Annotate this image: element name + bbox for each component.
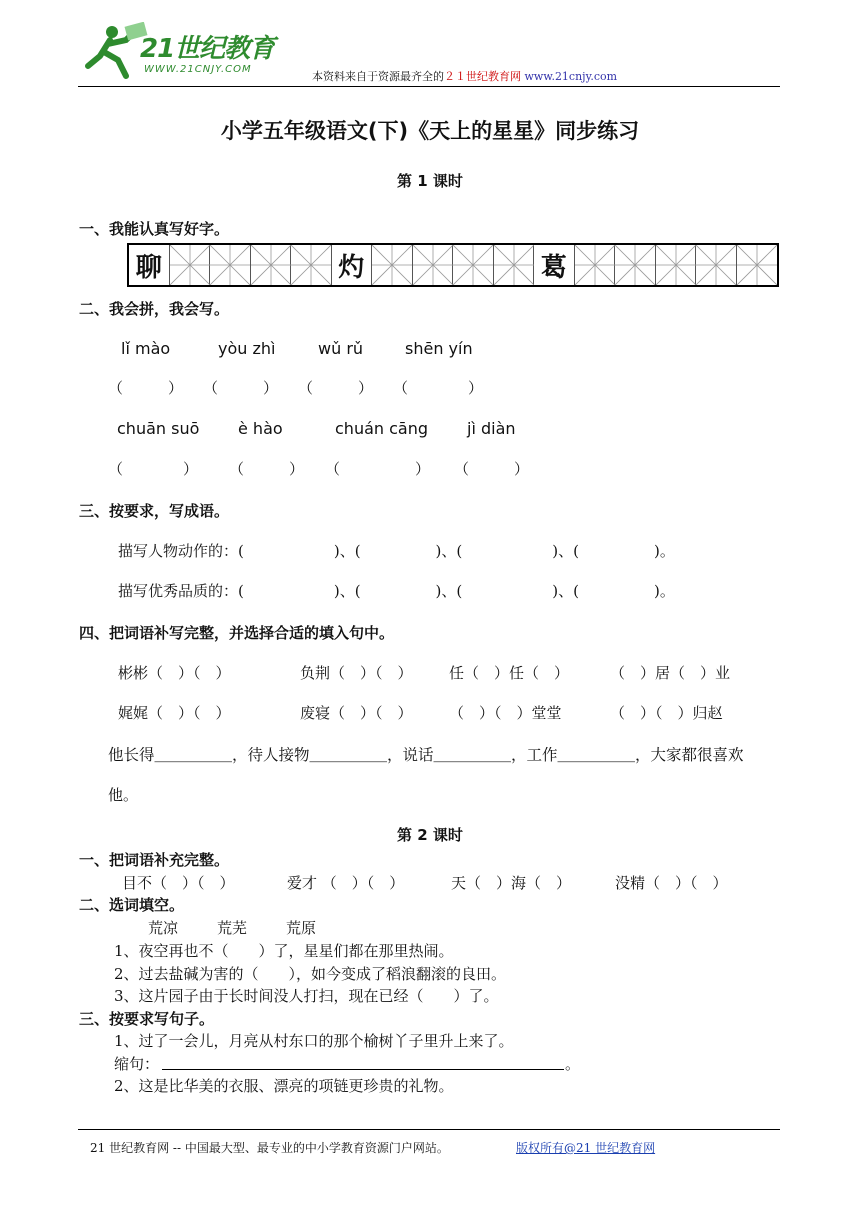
word-complete[interactable]: 没精（ ）（ ） <box>615 874 728 892</box>
word-complete[interactable]: 爱才 （ ）（ ） <box>287 874 405 892</box>
writing-cell[interactable] <box>696 245 737 285</box>
writing-cell[interactable] <box>534 245 575 285</box>
word-complete[interactable]: 天（ ）海（ ） <box>451 874 572 892</box>
answer-blank[interactable]: （ ） <box>325 460 431 478</box>
logo-text: 21世纪教育 <box>140 34 275 64</box>
word-fill[interactable]: 废寝（ ）（ ） <box>300 704 413 722</box>
lesson1-heading: 第 1 课时 <box>397 172 463 190</box>
model-character: 聊 <box>135 252 162 283</box>
l1-section4-title: 四、把词语补写完整，并选择合适的填入句中。 <box>79 624 395 642</box>
word-complete[interactable]: 目不（ ）（ ） <box>122 874 235 892</box>
writing-cell[interactable] <box>615 245 656 285</box>
answer-blank[interactable]: （ ） <box>108 379 184 397</box>
cell-guide-lines <box>291 245 331 285</box>
writing-cell[interactable] <box>251 245 292 285</box>
pinyin-6: è hào <box>238 419 283 438</box>
cell-guide-lines <box>210 245 250 285</box>
writing-cell[interactable] <box>291 245 332 285</box>
choice-question-3[interactable]: 3、这片园子由于长时间没人打扫，现在已经（ ）了。 <box>114 987 499 1005</box>
footer-divider <box>78 1129 780 1130</box>
character-grid <box>127 243 779 287</box>
answer-blank[interactable]: （ ） <box>393 379 484 397</box>
choice-question-2[interactable]: 2、过去盐碱为害的（ ），如今变成了稻浪翻滚的良田。 <box>114 965 507 983</box>
choice-question-1[interactable]: 1、夜空再也不（ ）了，星星们都在那里热闹。 <box>114 942 454 960</box>
l2-section2-title: 二、选词填空。 <box>79 896 185 914</box>
l2-section1-title: 一、把词语补充完整。 <box>79 851 230 869</box>
footer-text: 21 世纪教育网 -- 中国最大型、最专业的中小学教育资源门户网站。 <box>90 1141 449 1155</box>
writing-cell[interactable] <box>170 245 211 285</box>
word-fill[interactable]: 娓娓（ ）（ ） <box>118 704 231 722</box>
answer-blank[interactable]: （ ） <box>454 460 530 478</box>
word-fill[interactable]: （ ）（ ）归赵 <box>610 704 723 722</box>
answer-blank[interactable]: （ ） <box>298 379 374 397</box>
word-fill[interactable]: （ ）（ ）堂堂 <box>449 704 562 722</box>
cell-guide-lines <box>170 245 210 285</box>
answer-blank[interactable]: （ ） <box>229 460 305 478</box>
shorten-answer-line[interactable] <box>162 1069 564 1070</box>
writing-cell[interactable] <box>372 245 413 285</box>
writing-cell[interactable] <box>494 245 535 285</box>
cell-guide-lines <box>494 245 534 285</box>
cell-guide-lines <box>656 245 696 285</box>
pinyin-4: shēn yín <box>405 339 473 358</box>
writing-cell[interactable] <box>575 245 616 285</box>
writing-cell[interactable] <box>737 245 778 285</box>
answer-blank[interactable]: （ ） <box>108 460 199 478</box>
idiom-line-quality[interactable]: 描写优秀品质的：( )、( )、( )、( )。 <box>118 582 675 600</box>
page-title: 小学五年级语文(下)《天上的星星》同步练习 <box>220 119 640 143</box>
writing-cell[interactable] <box>129 245 170 285</box>
cell-guide-lines <box>696 245 736 285</box>
logo-url: WWW.21CNJY.COM <box>144 64 252 75</box>
word-fill[interactable]: （ ）居（ ）业 <box>610 664 731 682</box>
cell-guide-lines <box>413 245 453 285</box>
shorten-label: 缩句： <box>114 1055 160 1073</box>
pinyin-7: chuán cāng <box>335 419 429 438</box>
cell-guide-lines <box>251 245 291 285</box>
fill-sentence-end: 他。 <box>108 786 139 804</box>
footer-copyright-link[interactable] <box>516 1139 655 1156</box>
l2-section3-title: 三、按要求写句子。 <box>79 1010 215 1028</box>
site-logo <box>82 22 302 86</box>
choice-word: 荒芜 <box>217 919 248 937</box>
sentence-question-1: 1、过了一会儿，月亮从村东口的那个榆树丫子里升上来了。 <box>114 1032 514 1050</box>
word-fill[interactable]: 彬彬（ ）（ ） <box>118 664 231 682</box>
cell-guide-lines <box>575 245 615 285</box>
pinyin-8: jì diàn <box>467 419 516 438</box>
shorten-end: 。 <box>565 1055 581 1073</box>
footer-copyright-text[interactable]: 版权所有@21 世纪教育网 <box>516 1141 656 1155</box>
header-divider <box>78 86 780 87</box>
l1-section2-title: 二、我会拼，我会写。 <box>79 300 230 318</box>
cell-guide-lines <box>615 245 655 285</box>
l1-section3-title: 三、按要求，写成语。 <box>79 502 230 520</box>
cell-guide-lines <box>453 245 493 285</box>
fill-sentence[interactable]: 他长得＿＿＿＿＿，待人接物＿＿＿＿＿，说话＿＿＿＿＿，工作＿＿＿＿＿，大家都很喜欢 <box>108 746 744 764</box>
sentence-question-2: 2、这是比华美的衣服、漂亮的项链更珍贵的礼物。 <box>114 1077 454 1095</box>
header-source-url[interactable]: www.21cnjy.com <box>524 70 618 83</box>
choice-word: 荒凉 <box>148 919 179 937</box>
pinyin-5: chuān suō <box>117 419 200 438</box>
pinyin-3: wǔ rǔ <box>318 339 364 358</box>
lesson2-heading: 第 2 课时 <box>397 826 463 844</box>
writing-cell[interactable] <box>413 245 454 285</box>
choice-word: 荒原 <box>286 919 317 937</box>
writing-cell[interactable] <box>210 245 251 285</box>
header-source-site[interactable]: ２１世纪教育网 <box>444 70 521 83</box>
word-fill[interactable]: 负荆（ ）（ ） <box>300 664 413 682</box>
header-source-prefix: 本资料来自于资源最齐全的 <box>312 70 444 83</box>
writing-cell[interactable] <box>453 245 494 285</box>
header-source <box>312 68 617 84</box>
pinyin-1: lǐ mào <box>121 339 171 358</box>
pinyin-2: yòu zhì <box>218 339 276 358</box>
model-character: 灼 <box>338 252 365 283</box>
answer-blank[interactable]: （ ） <box>203 379 279 397</box>
cell-guide-lines <box>737 245 777 285</box>
word-fill[interactable]: 任（ ）任（ ） <box>449 664 570 682</box>
writing-cell[interactable] <box>656 245 697 285</box>
l1-section1-title: 一、我能认真写好字。 <box>79 220 230 238</box>
cell-guide-lines <box>372 245 412 285</box>
writing-cell[interactable] <box>332 245 373 285</box>
idiom-line-action[interactable]: 描写人物动作的：( )、( )、( )、( )。 <box>118 542 675 560</box>
model-character: 葛 <box>540 252 567 283</box>
